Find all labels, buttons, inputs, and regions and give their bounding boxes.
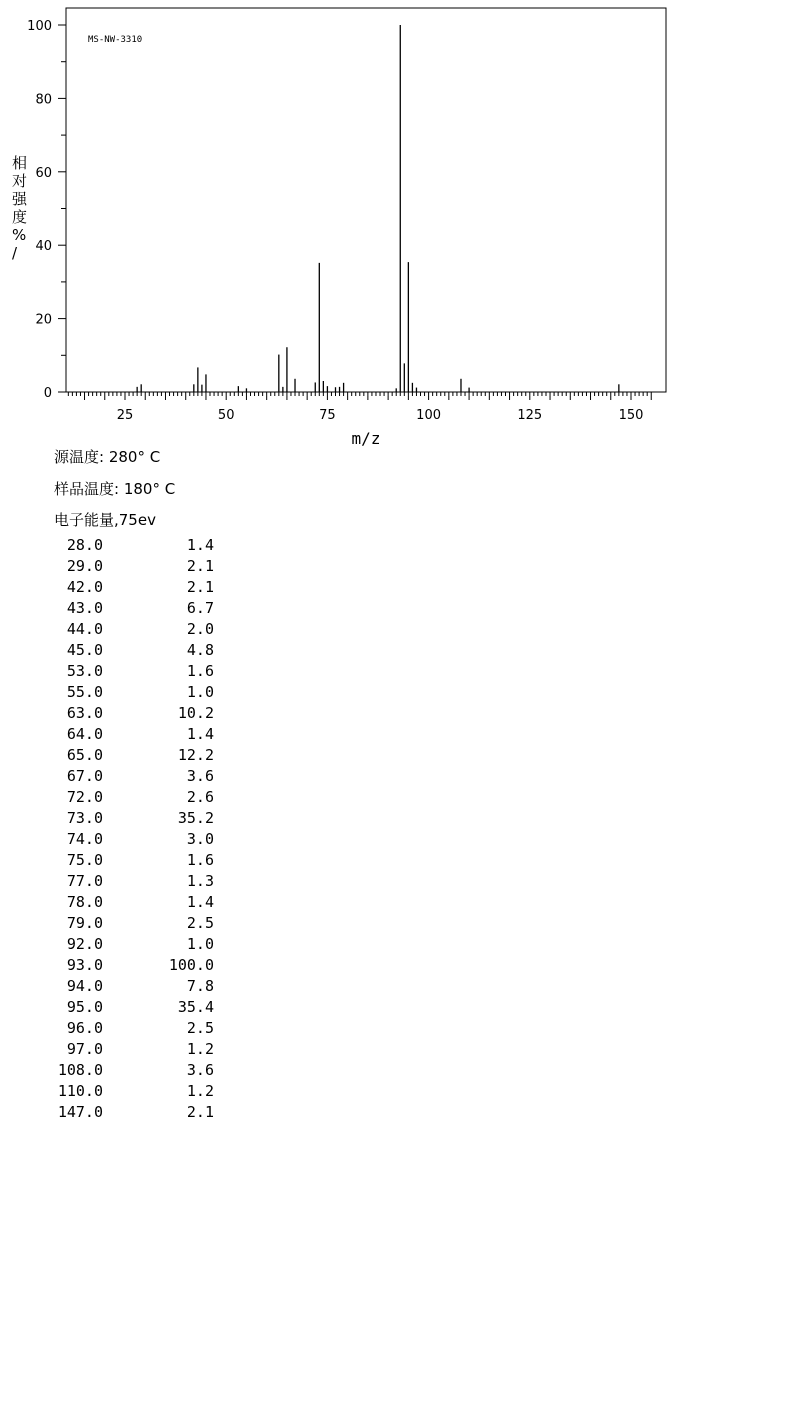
peak-mz: 110.0 [57, 1082, 103, 1100]
peak-row [40, 703, 240, 724]
peak-row [40, 1039, 240, 1060]
peak-mz: 63.0 [66, 704, 103, 722]
peak-row [40, 787, 240, 808]
x-axis-label: m/z [351, 429, 381, 448]
y-tick-label: 100 [27, 19, 52, 34]
peak-row [40, 934, 240, 955]
peak-mz: 92.0 [66, 935, 103, 953]
peak-intensity: 4.8 [186, 641, 214, 659]
peak-intensity: 1.6 [186, 662, 214, 680]
peak-intensity: 100.0 [168, 956, 214, 974]
peak-mz: 73.0 [66, 809, 103, 827]
peak-intensity: 7.8 [186, 977, 214, 995]
peak-intensity: 1.2 [186, 1040, 214, 1058]
peak-mz: 96.0 [66, 1019, 103, 1037]
y-tick-label: 0 [43, 386, 52, 401]
peak-intensity: 6.7 [186, 599, 214, 617]
peak-row [40, 556, 240, 577]
y-axis-label [12, 154, 28, 262]
sample-temperature: 样品温度: 180° C [54, 480, 176, 498]
peak-mz: 74.0 [66, 830, 103, 848]
spectrum-bars [137, 25, 619, 392]
peak-row [40, 1060, 240, 1081]
peak-row [40, 577, 240, 598]
peak-mz: 94.0 [66, 977, 103, 995]
peak-row [40, 1018, 240, 1039]
peak-mz: 45.0 [66, 641, 103, 659]
x-tick-label: 150 [618, 408, 644, 423]
peak-intensity: 1.4 [186, 536, 214, 554]
peak-mz: 44.0 [66, 620, 103, 638]
mass-spectrum-chart [0, 0, 794, 450]
peak-row [40, 871, 240, 892]
peak-intensity: 1.4 [186, 725, 214, 743]
plot-frame [66, 8, 666, 392]
peak-mz: 78.0 [66, 893, 103, 911]
peak-mz: 97.0 [66, 1040, 103, 1058]
peak-mz: 64.0 [66, 725, 103, 743]
peak-intensity: 2.0 [186, 620, 214, 638]
x-minor-ticks [68, 392, 651, 400]
peak-intensity: 1.4 [186, 893, 214, 911]
y-axis [27, 19, 66, 401]
peak-mz: 67.0 [66, 767, 103, 785]
peak-intensity: 2.1 [186, 578, 214, 596]
peak-mz: 93.0 [66, 956, 103, 974]
x-axis [117, 408, 644, 423]
peak-intensity: 35.2 [177, 809, 214, 827]
peak-intensity: 2.5 [186, 914, 214, 932]
peak-mz: 28.0 [66, 536, 103, 554]
peak-intensity: 1.3 [186, 872, 214, 890]
peak-mz: 147.0 [57, 1103, 103, 1121]
chart-annotation: MS-NW-3310 [88, 35, 143, 45]
peak-mz: 65.0 [66, 746, 103, 764]
x-tick-label: 75 [319, 408, 336, 423]
peak-row [40, 1102, 240, 1123]
peak-intensity: 2.6 [186, 788, 214, 806]
peak-row [40, 997, 240, 1018]
peak-row [40, 598, 240, 619]
peak-intensity: 12.2 [177, 746, 214, 764]
peak-mz: 77.0 [66, 872, 103, 890]
peak-intensity: 1.0 [186, 683, 214, 701]
peak-row [40, 619, 240, 640]
peak-intensity: 3.0 [186, 830, 214, 848]
peak-row [40, 829, 240, 850]
peak-mz: 75.0 [66, 851, 103, 869]
peak-row [40, 682, 240, 703]
peak-mz: 95.0 [66, 998, 103, 1016]
peak-row [40, 640, 240, 661]
peak-intensity: 2.1 [186, 557, 214, 575]
peak-mz: 72.0 [66, 788, 103, 806]
y-tick-label: 40 [35, 239, 52, 255]
y-axis-label-char: 强 [12, 190, 28, 208]
peak-mz: 79.0 [66, 914, 103, 932]
peak-mz: 42.0 [66, 578, 103, 596]
x-tick-label: 25 [116, 408, 134, 423]
peak-mz: 108.0 [57, 1061, 103, 1079]
peak-intensity: 3.6 [186, 767, 214, 785]
x-tick-label: 125 [517, 408, 543, 423]
peak-row [40, 1081, 240, 1102]
peak-intensity: 1.6 [186, 851, 214, 869]
peak-intensity: 10.2 [177, 704, 214, 722]
peak-intensity: 35.4 [177, 998, 214, 1016]
peak-intensity: 2.5 [186, 1019, 214, 1037]
peak-row [40, 850, 240, 871]
y-tick-label: 60 [35, 165, 52, 181]
peak-intensity: 1.0 [186, 935, 214, 953]
y-tick-label: 80 [35, 92, 52, 108]
peak-list [40, 535, 240, 1123]
y-tick-label: 20 [35, 312, 52, 328]
peak-intensity: 2.1 [186, 1103, 214, 1121]
y-axis-label-char: % [12, 226, 27, 244]
peak-row [40, 892, 240, 913]
x-tick-label: 100 [416, 408, 442, 423]
y-axis-label-char: 相 [12, 154, 28, 172]
peak-mz: 43.0 [66, 599, 103, 617]
peak-mz: 53.0 [66, 662, 103, 680]
y-axis-label-char: 对 [12, 172, 28, 190]
peak-row [40, 766, 240, 787]
peak-row [40, 535, 240, 556]
peak-row [40, 745, 240, 766]
peak-row [40, 976, 240, 997]
y-axis-label-char: 度 [12, 208, 28, 226]
peak-mz: 29.0 [66, 557, 103, 575]
electron-energy: 电子能量,75ev [54, 511, 156, 529]
source-temperature: 源温度: 280° C [54, 448, 161, 466]
peak-row [40, 724, 240, 745]
peak-intensity: 3.6 [186, 1061, 214, 1079]
peak-row [40, 955, 240, 976]
peak-row [40, 913, 240, 934]
y-axis-label-char: / [12, 244, 18, 262]
peak-row [40, 661, 240, 682]
x-tick-label: 50 [217, 408, 235, 423]
peak-intensity: 1.2 [186, 1082, 214, 1100]
peak-mz: 55.0 [66, 683, 103, 701]
peak-row [40, 808, 240, 829]
